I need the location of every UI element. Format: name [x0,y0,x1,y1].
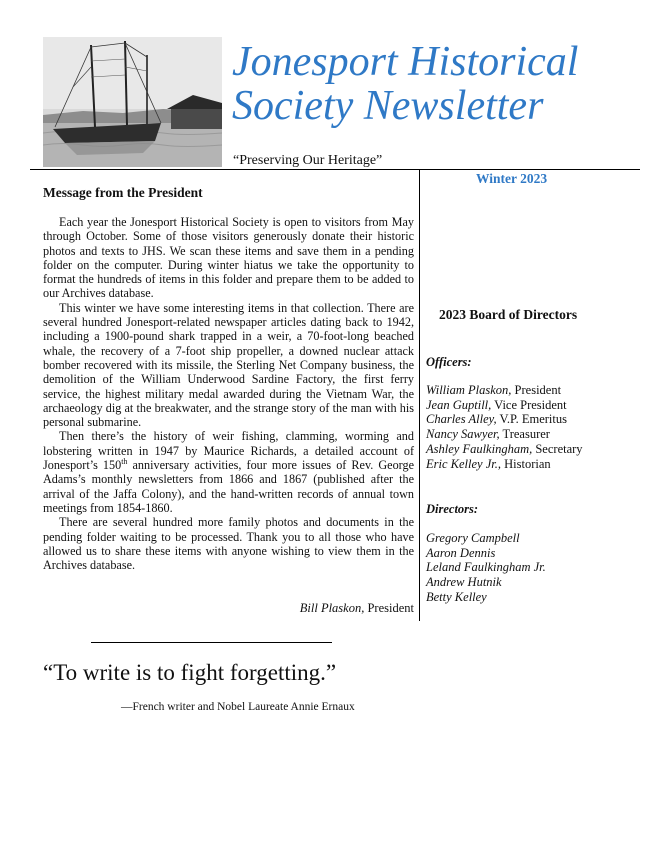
signature-role: President [364,601,414,615]
officer-item [426,457,583,472]
header-rule [30,169,640,170]
officer-item [426,427,583,442]
ordinal-suffix: th [121,456,128,466]
director-name: Aaron Dennis [426,545,496,560]
officer-role: President [511,383,562,397]
director-item [426,546,546,561]
paragraph-4: There are several hundred more family photos and documents in the pending folder waiting to be processed. Thank you to all those who have allowed us to share these items with anyone wishing to view them in the Archives database. [43,515,414,573]
director-item [426,590,546,605]
officers-label: Officers: [426,355,472,369]
officer-name: Eric Kelley Jr., [426,456,501,471]
officer-role: V.P. Emeritus [496,412,567,427]
section-divider [91,642,332,643]
paragraph-3-part-a: Then there’s the history of weir fishing, clamming, worming and lobstering written in 1947 by Maurice Richards, a detailed account of Jonesport’s 150 [43,429,414,473]
masthead-photo-schooner [43,37,222,167]
quote-attribution: —French writer and Nobel Laureate Annie Ernaux [121,701,355,713]
paragraph-3-part-b: anniversary activities, four more issues of Rev. George Adams’s monthly newsletters from 1866 and 1867 (published after the arrival of the Jaffa Colony), and the hand-written records of annual town meetings from 1854-1860. [43,458,415,515]
officer-role: Secretary [532,441,583,456]
officer-role: Historian [500,456,551,471]
title-line-1: Jonesport Historical [232,39,579,85]
paragraph-3 [43,429,414,515]
director-name: Betty Kelley [426,589,487,604]
directors-label: Directors: [426,502,479,516]
officer-item [426,383,583,398]
director-item [426,575,546,590]
issue-date: Winter 2023 [476,171,548,186]
officer-role: Vice President [491,397,567,412]
signature-name: Bill Plaskon, [299,601,365,615]
newsletter-title [232,40,632,128]
officer-item [426,442,583,457]
director-item [426,560,546,575]
title-line-2: Society Newsletter [232,83,544,129]
officer-name: Ashley Faulkingham, [426,441,533,456]
officer-name: Charles Alley, [426,412,497,427]
director-name: Andrew Hutnik [426,575,502,590]
tagline: “Preserving Our Heritage” [233,153,383,168]
officers-list [426,383,583,471]
board-heading: 2023 Board of Directors [439,307,578,322]
directors-list [426,531,546,605]
officer-name: Jean Guptill, [426,397,492,412]
director-name: Gregory Campbell [426,531,520,545]
president-message-heading: Message from the President [43,185,203,200]
president-signature [43,601,414,616]
paragraph-1: Each year the Jonesport Historical Society is open to visitors from May through October. Some of those visitors generously donate their historic photos and texts to JHS. We scan these items and save them in a pending folder on the computer. During winter hiatus we take the opportunity to format the hundreds of items in this folder and prepare them to be added to our Archives database. [43,215,414,301]
column-divider [419,169,420,621]
officer-item [426,398,583,413]
president-message-body [43,215,414,572]
pull-quote: “To write is to fight forgetting.” [43,660,337,685]
officer-name: Nancy Sawyer, [426,427,500,442]
officer-name: William Plaskon, [426,383,512,397]
officer-item [426,412,583,427]
officer-role: Treasurer [499,427,550,442]
paragraph-2: This winter we have some interesting items in that collection. There are several hundred Jonesport-related newspaper articles dating back to 1942, including a 1900-pound shark trapped in a weir, a 70-foot-long beached whale, the recovery of a 7-foot ship propeller, a downed nuclear attack bomber recovered with its missile, the Sterling Net Company business, the demolition of the William Underwood Sardine Factory, the first ferry service, the highest military medal awarded during the Vietnam War, the archaeology dig at the breakwater, and the strange story of the man with his personal submarine. [43,300,414,430]
director-item [426,531,546,546]
director-name: Leland Faulkingham Jr. [426,560,546,575]
